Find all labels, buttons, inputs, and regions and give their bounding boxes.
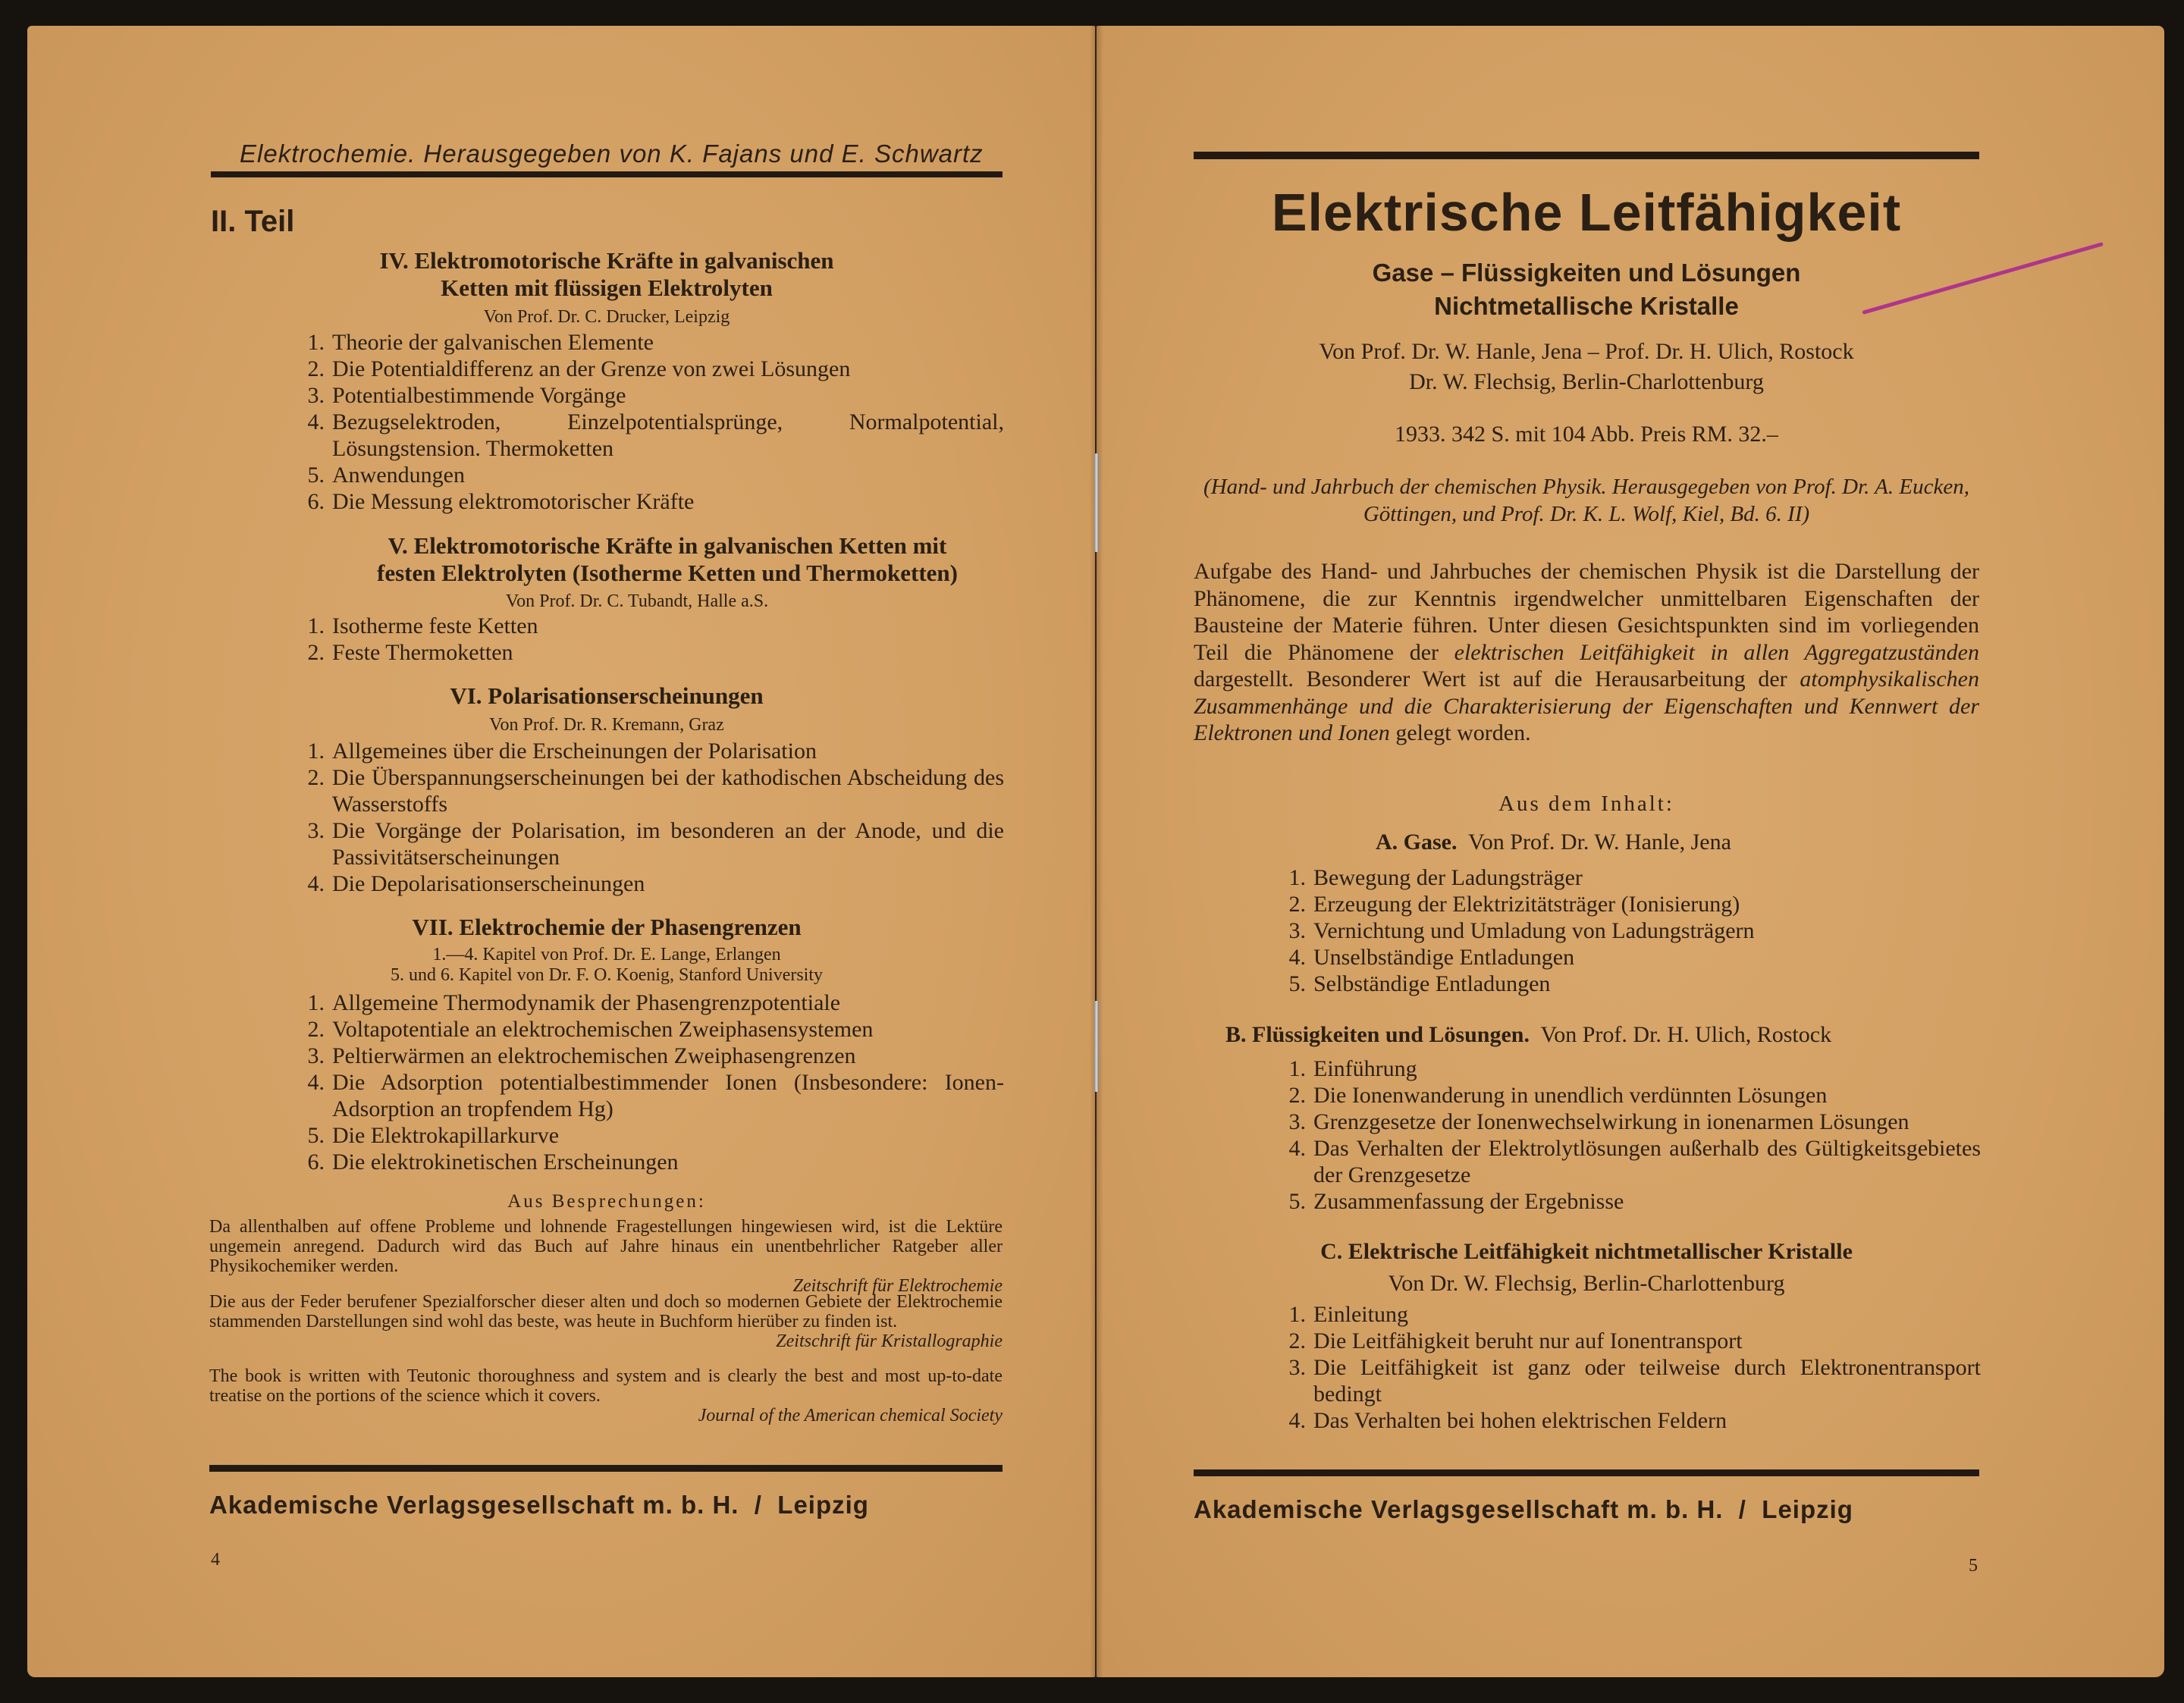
section-v-author: Von Prof. Dr. C. Tubandt, Halle a.S. [505, 591, 769, 611]
section-title-line: festen Elektrolyten (Isotherme Ketten und Thermoketten) [377, 560, 958, 586]
section-title-line: Ketten mit flüssigen Elektrolyten [441, 274, 773, 301]
review-1 [209, 1217, 1003, 1296]
staple-bottom [1094, 1001, 1099, 1092]
list-item: 5. Die Elektrokapillarkurve [307, 1123, 560, 1148]
description-emphasis: atomphysikalischen Zusammenhänge und die Charakterisierung der Eigenschaften und Kennwert der Elektronen und Ionen [1194, 666, 1979, 745]
description-text: Aufgabe des Hand- und Jahrbuches der chemischen Physik ist die Darstellung der Phänomene, die zur Kenntnis irgendwelcher unmittelbaren Eigenschaften der Bausteine der Materie führen. Unter diesen Gesichtspunkten sind im vorliegenden Teil die Phänomene der [1194, 559, 1979, 665]
list-item: 1. Theorie der galvanischen Elemente [307, 330, 654, 355]
publisher-right: Akademische Verlagsgesellschaft m. b. H. / Leipzig [1194, 1495, 1853, 1523]
review-source: Journal of the American chemical Society [698, 1406, 1003, 1425]
list-item: 2. Die Leitfähigkeit beruht nur auf Ionentransport [1288, 1328, 1743, 1353]
section-author: Von Prof. Dr. W. Hanle, Jena [1467, 830, 1731, 855]
list-item: 1. Allgemeines über die Erscheinungen der Polarisation [307, 739, 817, 764]
section-iv-author: Von Prof. Dr. C. Drucker, Leipzig [483, 307, 730, 327]
description-text: gelegt worden. [1389, 720, 1531, 745]
center-fold [1090, 26, 1103, 1677]
list-item: 1. Allgemeine Thermodynamik der Phasengrenzpotentiale [307, 990, 841, 1015]
list-item: 6. Die Messung elektromotorischer Kräfte [307, 489, 695, 514]
book-subtitle [1194, 256, 1979, 323]
list-item: 1. Einführung [1288, 1056, 1417, 1081]
section-label: B. Flüssigkeiten und Lösungen. [1225, 1022, 1530, 1047]
section-iv-title [273, 247, 940, 302]
book-authors [1194, 337, 1979, 397]
review-text: Die aus der Feder berufener Spezialforscher dieser alten und doch so modernen Gebiete der Elektrochemie stammenden Darstellungen sind wohl das beste, was heute in Buchform hierüber zu finden ist. [209, 1292, 1003, 1331]
author-line: 5. und 6. Kapitel von Dr. F. O. Koenig, Stanford University [390, 965, 824, 985]
list-item: 2. Feste Thermoketten [307, 640, 513, 665]
review-3 [209, 1366, 1003, 1425]
review-text: The book is written with Teutonic thoroughness and system and is clearly the best and most up-to-date treatise on the portions of the science which it covers. [209, 1366, 1003, 1406]
authors-line: Von Prof. Dr. W. Hanle, Jena – Prof. Dr. H. Ulich, Rostock [1319, 339, 1854, 364]
section-c-author: Von Dr. W. Flechsig, Berlin-Charlottenburg [1388, 1271, 1785, 1296]
list-item: 3. Die Leitfähigkeit ist ganz oder teilweise durch Elektronentransport bedingt [1288, 1355, 1981, 1407]
section-b-list [1276, 1055, 1981, 1215]
footer-rule-left [209, 1465, 1003, 1472]
header-rule [211, 171, 1003, 177]
list-item: 5. Selbständige Entladungen [1288, 971, 1551, 996]
page-number-right: 5 [1969, 1556, 1978, 1576]
section-iv-list [294, 329, 1004, 515]
section-vi-author: Von Prof. Dr. R. Kremann, Graz [489, 715, 724, 735]
reviews-heading: Aus Besprechungen: [507, 1191, 706, 1212]
list-item: 3. Vernichtung und Umladung von Ladungsträgern [1288, 918, 1755, 943]
section-c-list [1276, 1301, 1981, 1434]
contents-heading: Aus dem Inhalt: [1498, 792, 1674, 816]
list-item: 2. Die Ionenwanderung in unendlich verdünnten Lösungen [1288, 1083, 1828, 1108]
book-title: Elektrische Leitfähigkeit [1271, 183, 1902, 242]
list-item: 5. Anwendungen [307, 463, 465, 488]
list-item: 4. Bezugselektroden, Einzelpotentialsprünge, Normalpotential, Lösungstension. Thermoketten [307, 409, 1004, 461]
author-line: 1.—4. Kapitel von Prof. Dr. E. Lange, Erlangen [432, 945, 781, 964]
list-item: 4. Unselbständige Entladungen [1288, 945, 1575, 970]
series-note: (Hand- und Jahrbuch der chemischen Physik. Herausgegeben von Prof. Dr. A. Eucken, Göttingen, und Prof. Dr. K. L. Wolf, Kiel, Bd. 6. II) [1203, 475, 1969, 526]
description [1194, 558, 1979, 747]
section-vi-list [294, 738, 1004, 897]
list-item: 3. Grenzgesetze der Ionenwechselwirkung in ionenarmen Lösungen [1288, 1109, 1909, 1134]
list-item: 6. Die elektrokinetischen Erscheinungen [307, 1149, 679, 1175]
section-label: A. Gase. [1376, 830, 1458, 855]
publisher-left: Akademische Verlagsgesellschaft m. b. H. / Leipzig [209, 1491, 869, 1519]
section-b-heading [1225, 1022, 1831, 1048]
list-item: 4. Die Adsorption potentialbestimmender Ionen (Insbesondere: Ionen-Adsorption an tropfendem Hg) [307, 1070, 1004, 1121]
review-2 [209, 1292, 1003, 1351]
list-item: 1. Einleitung [1288, 1302, 1408, 1327]
section-vii-author [273, 945, 940, 986]
list-item: 2. Die Überspannungserscheinungen bei der kathodischen Abscheidung des Wasserstoffs [307, 765, 1004, 817]
list-item: 1. Isotherme feste Ketten [307, 613, 538, 638]
list-item: 4. Das Verhalten bei hohen elektrischen Feldern [1288, 1408, 1727, 1433]
section-v-title [318, 532, 1016, 587]
section-author: Von Prof. Dr. H. Ulich, Rostock [1540, 1022, 1832, 1047]
description-emphasis: elektrischen Leitfähigkeit in allen Aggregatzuständen [1454, 639, 1979, 665]
review-text: Da allenthalben auf offene Probleme und lohnende Fragestellungen hingewiesen wird, ist die Lektüre ungemein anregend. Dadurch wird das Buch auf Jahre hinaus ein unentbehrlicher Ratgeber aller Physikochemiker werden. [209, 1217, 1003, 1276]
list-item: 3. Die Vorgänge der Polarisation, im besonderen an der Anode, und die Passivitätserscheinungen [307, 818, 1004, 870]
review-source: Zeitschrift für Elektrochemie [792, 1276, 1003, 1296]
section-vi-title: VI. Polarisationserscheinungen [450, 682, 764, 709]
top-rule-right [1194, 152, 1979, 159]
section-title-line: IV. Elektromotorische Kräfte in galvanischen [379, 247, 834, 274]
section-v-list [294, 613, 1004, 666]
series-header: Elektrochemie. Herausgegeben von K. Fajans und E. Schwartz [240, 140, 984, 168]
list-item: 2. Voltapotentiale an elektrochemischen Zweiphasensystemen [307, 1017, 874, 1042]
page-number-left: 4 [211, 1550, 220, 1570]
list-item: 5. Zusammenfassung der Ergebnisse [1288, 1189, 1624, 1214]
section-vii-title: VII. Elektrochemie der Phasengrenzen [412, 914, 802, 940]
section-a-list [1276, 864, 1928, 997]
description-text: dargestellt. Besonderer Wert ist auf die Herausarbeitung der [1194, 666, 1800, 692]
footer-rule-right [1194, 1469, 1979, 1476]
section-a-heading [1376, 830, 1731, 855]
authors-line: Dr. W. Flechsig, Berlin-Charlottenburg [1409, 369, 1764, 394]
subtitle-line: Nichtmetallische Kristalle [1434, 292, 1739, 320]
list-item: 2. Erzeugung der Elektrizitätsträger (Ionisierung) [1288, 892, 1740, 917]
list-item: 3. Potentialbestimmende Vorgänge [307, 383, 626, 408]
staple-top [1094, 453, 1099, 552]
pub-info: 1933. 342 S. mit 104 Abb. Preis RM. 32.– [1395, 422, 1778, 447]
section-c-heading: C. Elektrische Leitfähigkeit nichtmetallischer Kristalle [1320, 1239, 1853, 1264]
section-vii-list [294, 989, 1004, 1175]
list-item: 2. Die Potentialdifferenz an der Grenze von zwei Lösungen [307, 356, 851, 381]
review-source: Zeitschrift für Kristallographie [776, 1331, 1003, 1351]
list-item: 4. Das Verhalten der Elektrolytlösungen außerhalb des Gültigkeitsgebietes der Grenzgesetze [1288, 1136, 1981, 1187]
subtitle-line: Gase – Flüssigkeiten und Lösungen [1372, 259, 1801, 287]
section-title-line: V. Elektromotorische Kräfte in galvanischen Ketten mit [388, 532, 947, 559]
part-heading: II. Teil [211, 205, 295, 238]
list-item: 3. Peltierwärmen an elektrochemischen Zweiphasengrenzen [307, 1043, 856, 1068]
list-item: 1. Bewegung der Ladungsträger [1288, 865, 1583, 890]
list-item: 4. Die Depolarisationserscheinungen [307, 871, 645, 896]
